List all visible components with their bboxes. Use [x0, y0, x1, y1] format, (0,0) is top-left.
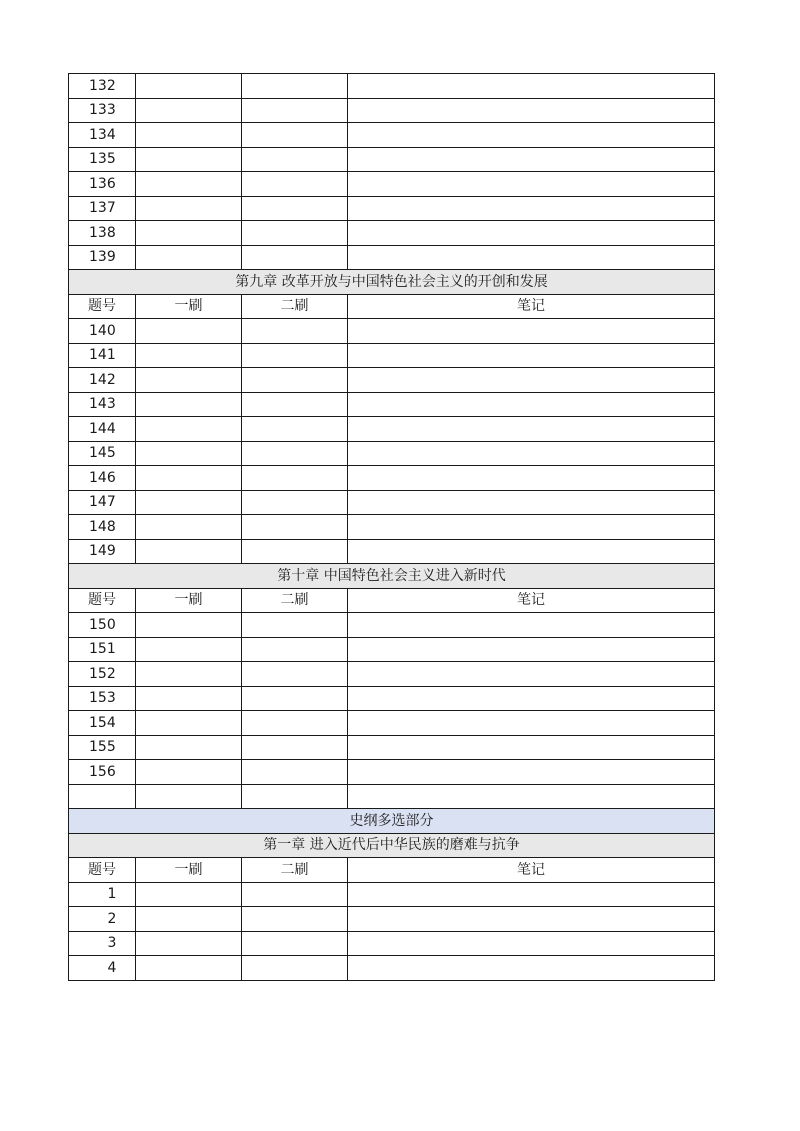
notes-cell[interactable]: [348, 956, 715, 981]
question-row: [69, 441, 715, 466]
notes-cell[interactable]: [348, 245, 715, 270]
first-pass-cell[interactable]: [136, 196, 242, 221]
first-pass-header: 一刷: [136, 294, 242, 319]
notes-cell[interactable]: [348, 882, 715, 907]
question-number-cell: 148: [69, 515, 136, 540]
question-row: [69, 613, 715, 638]
question-number-cell: 142: [69, 368, 136, 393]
notes-cell[interactable]: [348, 368, 715, 393]
first-pass-cell[interactable]: [136, 760, 242, 785]
second-pass-cell[interactable]: [242, 882, 348, 907]
first-pass-cell[interactable]: [136, 221, 242, 246]
question-number-cell: 152: [69, 662, 136, 687]
notes-cell[interactable]: [348, 662, 715, 687]
question-row: [69, 147, 715, 172]
first-pass-cell[interactable]: [136, 245, 242, 270]
second-pass-cell[interactable]: [242, 539, 348, 564]
notes-cell[interactable]: [348, 686, 715, 711]
question-number-cell: 139: [69, 245, 136, 270]
question-number-cell: 3: [69, 931, 136, 956]
first-pass-cell[interactable]: [136, 74, 242, 99]
question-number-cell: 134: [69, 123, 136, 148]
second-pass-cell[interactable]: [242, 368, 348, 393]
chapter-title: 第九章 改革开放与中国特色社会主义的开创和发展: [69, 270, 715, 295]
question-number-cell: 132: [69, 74, 136, 99]
question-row: [69, 368, 715, 393]
question-number-cell: 156: [69, 760, 136, 785]
question-row: [69, 319, 715, 344]
notes-cell[interactable]: [348, 343, 715, 368]
notes-header: 笔记: [348, 294, 715, 319]
question-number-cell: 147: [69, 490, 136, 515]
first-pass-cell[interactable]: [136, 711, 242, 736]
second-pass-cell[interactable]: [242, 319, 348, 344]
second-pass-cell[interactable]: [242, 711, 348, 736]
first-pass-cell[interactable]: [136, 172, 242, 197]
second-pass-cell[interactable]: [242, 907, 348, 932]
notes-cell[interactable]: [348, 392, 715, 417]
question-row: [69, 245, 715, 270]
notes-cell[interactable]: [348, 735, 715, 760]
first-pass-cell[interactable]: [136, 368, 242, 393]
second-pass-cell[interactable]: [242, 245, 348, 270]
notes-cell[interactable]: [348, 907, 715, 932]
first-pass-header: 一刷: [136, 588, 242, 613]
second-pass-cell[interactable]: [242, 147, 348, 172]
first-pass-cell[interactable]: [136, 882, 242, 907]
notes-cell[interactable]: [348, 613, 715, 638]
first-pass-cell[interactable]: [136, 613, 242, 638]
question-row: [69, 98, 715, 123]
chapter-title: 第一章 进入近代后中华民族的磨难与抗争: [69, 833, 715, 858]
second-pass-cell[interactable]: [242, 490, 348, 515]
column-header-row: [69, 588, 715, 613]
notes-cell[interactable]: [348, 172, 715, 197]
question-row: [69, 417, 715, 442]
question-number-cell: 149: [69, 539, 136, 564]
notes-cell[interactable]: [348, 515, 715, 540]
second-pass-cell[interactable]: [242, 956, 348, 981]
question-number-cell: 141: [69, 343, 136, 368]
first-pass-cell[interactable]: [136, 735, 242, 760]
question-number-cell: 133: [69, 98, 136, 123]
question-row: [69, 343, 715, 368]
notes-cell[interactable]: [348, 931, 715, 956]
question-row: [69, 490, 715, 515]
question-row: [69, 539, 715, 564]
second-pass-cell[interactable]: [242, 441, 348, 466]
question-number-cell: 1: [69, 882, 136, 907]
question-row: [69, 637, 715, 662]
column-header-row: [69, 858, 715, 883]
question-row: [69, 784, 715, 809]
notes-header: 笔记: [348, 588, 715, 613]
notes-header: 笔记: [348, 858, 715, 883]
question-number-cell: 136: [69, 172, 136, 197]
question-number-cell: 155: [69, 735, 136, 760]
study-tracker-body: [69, 74, 715, 981]
chapter-title-row: [69, 270, 715, 295]
notes-cell[interactable]: [348, 441, 715, 466]
question-number-cell: 140: [69, 319, 136, 344]
first-pass-cell[interactable]: [136, 490, 242, 515]
second-pass-cell[interactable]: [242, 662, 348, 687]
question-number-cell: 150: [69, 613, 136, 638]
chapter-title-row: [69, 564, 715, 589]
second-pass-cell[interactable]: [242, 221, 348, 246]
question-number-cell: 154: [69, 711, 136, 736]
second-pass-cell[interactable]: [242, 392, 348, 417]
notes-cell[interactable]: [348, 147, 715, 172]
notes-cell[interactable]: [348, 637, 715, 662]
notes-cell[interactable]: [348, 466, 715, 491]
second-pass-header: 二刷: [242, 294, 348, 319]
second-pass-cell[interactable]: [242, 931, 348, 956]
question-no-header: 题号: [69, 588, 136, 613]
first-pass-cell[interactable]: [136, 343, 242, 368]
first-pass-cell[interactable]: [136, 539, 242, 564]
question-no-header: 题号: [69, 858, 136, 883]
question-number-cell: 2: [69, 907, 136, 932]
second-pass-cell[interactable]: [242, 196, 348, 221]
first-pass-cell[interactable]: [136, 441, 242, 466]
question-row: [69, 662, 715, 687]
second-pass-cell[interactable]: [242, 784, 348, 809]
second-pass-header: 二刷: [242, 588, 348, 613]
second-pass-cell[interactable]: [242, 613, 348, 638]
chapter-title: 第十章 中国特色社会主义进入新时代: [69, 564, 715, 589]
second-pass-header: 二刷: [242, 858, 348, 883]
first-pass-cell[interactable]: [136, 931, 242, 956]
question-no-header: 题号: [69, 294, 136, 319]
section-title-row: [69, 809, 715, 834]
first-pass-header: 一刷: [136, 858, 242, 883]
second-pass-cell[interactable]: [242, 172, 348, 197]
second-pass-cell[interactable]: [242, 466, 348, 491]
question-row: [69, 515, 715, 540]
question-row: [69, 882, 715, 907]
notes-cell[interactable]: [348, 196, 715, 221]
second-pass-cell[interactable]: [242, 343, 348, 368]
question-number-cell: 135: [69, 147, 136, 172]
notes-cell[interactable]: [348, 74, 715, 99]
second-pass-cell[interactable]: [242, 637, 348, 662]
question-row: [69, 907, 715, 932]
first-pass-cell[interactable]: [136, 417, 242, 442]
notes-cell[interactable]: [348, 490, 715, 515]
notes-cell[interactable]: [348, 539, 715, 564]
notes-cell[interactable]: [348, 711, 715, 736]
notes-cell[interactable]: [348, 784, 715, 809]
second-pass-cell[interactable]: [242, 735, 348, 760]
notes-cell[interactable]: [348, 319, 715, 344]
question-row: [69, 172, 715, 197]
first-pass-cell[interactable]: [136, 907, 242, 932]
question-row: [69, 735, 715, 760]
question-row: [69, 760, 715, 785]
second-pass-cell[interactable]: [242, 123, 348, 148]
notes-cell[interactable]: [348, 417, 715, 442]
first-pass-cell[interactable]: [136, 956, 242, 981]
section-title: 史纲多选部分: [69, 809, 715, 834]
question-row: [69, 123, 715, 148]
first-pass-cell[interactable]: [136, 637, 242, 662]
question-number-cell: 137: [69, 196, 136, 221]
first-pass-cell[interactable]: [136, 515, 242, 540]
first-pass-cell[interactable]: [136, 686, 242, 711]
first-pass-cell[interactable]: [136, 319, 242, 344]
question-number-cell: 144: [69, 417, 136, 442]
notes-cell[interactable]: [348, 760, 715, 785]
question-row: [69, 74, 715, 99]
second-pass-cell[interactable]: [242, 686, 348, 711]
chapter-title-row: [69, 833, 715, 858]
notes-cell[interactable]: [348, 221, 715, 246]
question-number-cell: 4: [69, 956, 136, 981]
second-pass-cell[interactable]: [242, 515, 348, 540]
first-pass-cell[interactable]: [136, 392, 242, 417]
second-pass-cell[interactable]: [242, 74, 348, 99]
column-header-row: [69, 294, 715, 319]
question-number-cell: 146: [69, 466, 136, 491]
question-number-cell: 143: [69, 392, 136, 417]
question-row: [69, 392, 715, 417]
question-number-cell: 138: [69, 221, 136, 246]
study-tracker-table: [68, 73, 715, 981]
first-pass-cell[interactable]: [136, 784, 242, 809]
second-pass-cell[interactable]: [242, 417, 348, 442]
notes-cell[interactable]: [348, 98, 715, 123]
first-pass-cell[interactable]: [136, 662, 242, 687]
first-pass-cell[interactable]: [136, 466, 242, 491]
question-number-cell: 151: [69, 637, 136, 662]
second-pass-cell[interactable]: [242, 98, 348, 123]
question-number-cell: [69, 784, 136, 809]
question-row: [69, 686, 715, 711]
question-row: [69, 711, 715, 736]
question-row: [69, 196, 715, 221]
question-row: [69, 956, 715, 981]
first-pass-cell[interactable]: [136, 123, 242, 148]
second-pass-cell[interactable]: [242, 760, 348, 785]
question-number-cell: 145: [69, 441, 136, 466]
notes-cell[interactable]: [348, 123, 715, 148]
question-row: [69, 931, 715, 956]
question-number-cell: 153: [69, 686, 136, 711]
question-row: [69, 466, 715, 491]
first-pass-cell[interactable]: [136, 147, 242, 172]
question-row: [69, 221, 715, 246]
first-pass-cell[interactable]: [136, 98, 242, 123]
